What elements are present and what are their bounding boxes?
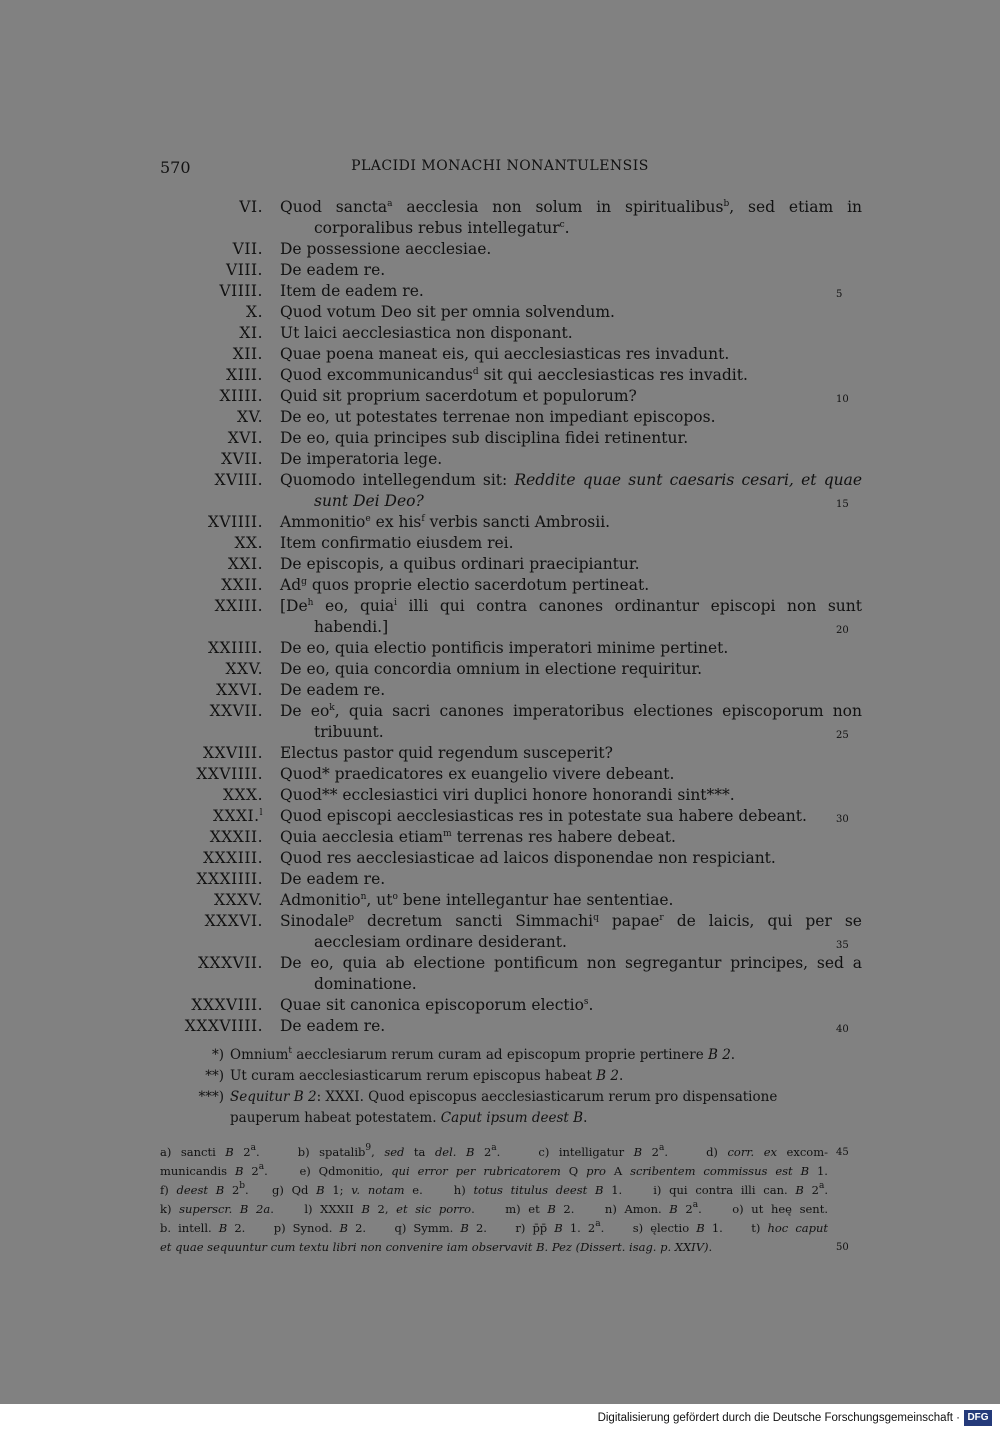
chapter-number: XXI. <box>227 555 263 573</box>
chapter-number: XVI. <box>227 429 263 447</box>
chapter-number: XI. <box>239 324 263 342</box>
apparatus-text: b. intell. B 2. p) Synod. B 2. q) Symm. B 2. r) p̄p̄ B 1. 2$^a$. s) ęlectio B 1. t) hoc caput <box>160 1219 829 1235</box>
chapter-entry <box>0 638 1000 659</box>
chapter-entry <box>0 785 1000 806</box>
chapter-title: De eo, quia ab electione pontificum non segregantur principes, sed a dominatione. <box>280 954 862 993</box>
dfg-logo[interactable]: DFG <box>964 1410 992 1426</box>
line-number: 30 <box>836 814 849 825</box>
apparatus-text: et quae sequuntur cum textu libri non convenire iam observavit B. Pez (Dissert. isag. p. XXIV). <box>160 1240 713 1254</box>
chapter-title: Quid sit proprium sacerdotum et populorum? <box>280 387 637 405</box>
chapter-entry <box>0 680 1000 701</box>
chapter-title: De eadem re. <box>280 261 386 279</box>
chapter-title: De eo, quia principes sub disciplina fidei retinentur. <box>280 429 689 447</box>
chapter-entry <box>0 386 1000 407</box>
chapter-number: XXVIII. <box>202 744 263 762</box>
chapter-entry <box>0 512 1000 533</box>
chapter-title: Quia aecclesia etiam$^m$ terrenas res habere debeat. <box>280 828 676 846</box>
line-number: 10 <box>836 394 849 405</box>
chapter-entry <box>0 743 1000 764</box>
apparatus-line <box>160 1143 849 1162</box>
chapter-title: Quod** ecclesiastici viri duplici honore honorandi sint***. <box>280 786 735 804</box>
apparatus-line <box>160 1238 849 1257</box>
chapter-title: Quod res aecclesiasticae ad laicos disponendae non respiciant. <box>280 849 776 867</box>
chapter-title: Quod sancta$^a$ aecclesia non solum in spiritualibus$^b$, sed etiam in corporalibus rebus intellegatur$^c$. <box>280 198 863 237</box>
chapter-title: De eadem re. <box>280 1017 386 1035</box>
chapter-entry <box>0 260 1000 281</box>
chapter-title: De eo, ut potestates terrenae non impediant episcopos. <box>280 408 716 426</box>
chapter-title: Quae poena maneat eis, qui aecclesiasticas res invadunt. <box>280 345 730 363</box>
chapter-title: De $eo^k$, quia sacri canones imperatoribus electiones episcoporum non tribuunt. <box>280 702 862 741</box>
chapter-number: XVIIII. <box>207 513 263 531</box>
chapter-entry <box>0 302 1000 323</box>
chapter-entry <box>0 848 1000 869</box>
chapter-title: De eadem re. <box>280 870 386 888</box>
chapter-entry <box>0 533 1000 554</box>
chapter-number: VI. <box>239 198 263 216</box>
footer-bar <box>0 1404 1000 1434</box>
chapter-title: Admonitio$^n$, $ut^o$ bene intellegantur hae sententiae. <box>280 891 674 909</box>
chapter-title: [De$^h$ eo, quia$^i$ illi qui contra canones ordinantur episcopi non sunt habendi.] <box>280 597 863 636</box>
chapter-title: Quomodo intellegendum sit: Reddite quae sunt caesaris cesari, et quae sunt Dei Deo? <box>280 471 863 510</box>
chapter-number: XVIII. <box>214 471 263 489</box>
chapter-number: XXXVII. <box>198 954 263 972</box>
chapter-number: XX. <box>234 534 263 552</box>
apparatus-line <box>160 1181 828 1200</box>
chapter-number: XXVI. <box>216 681 263 699</box>
chapter-number: XXV. <box>225 660 263 678</box>
chapter-number: XXX. <box>222 786 263 804</box>
chapter-number: X. <box>246 303 263 321</box>
chapter-entry <box>0 995 1000 1016</box>
chapter-number: VIII. <box>226 261 263 279</box>
chapter-title: Item de eadem re. <box>280 282 424 300</box>
line-number: 35 <box>836 940 849 951</box>
chapter-title: Quod episcopi aecclesiasticas res in potestate sua habere debeant. <box>280 807 807 825</box>
page-number: 570 <box>160 158 191 177</box>
funding-note: Digitalisierung gefördert durch die Deutsche Forschungsgemeinschaft · <box>597 1412 960 1424</box>
note-text: Sequitur B 2: XXXI. Quod episcopus aecclesiasticarum rerum pro dispensatione pauperum habeat potestatem. Caput ipsum deest B. <box>230 1089 778 1126</box>
chapter-number: XXXIIII. <box>196 870 263 888</box>
chapter-entry <box>0 911 1000 953</box>
chapter-title: De eo, quia concordia omnium in electione requiritur. <box>280 660 703 678</box>
chapter-list <box>0 197 1000 1037</box>
chapter-number: XXXI.$^l$ <box>212 807 263 825</box>
chapter-entry <box>0 281 1000 302</box>
chapter-entry <box>0 470 1000 512</box>
chapter-entry <box>0 827 1000 848</box>
chapter-number: XII. <box>232 345 263 363</box>
apparatus-text: f) deest B 2$^b$. g) Qd B 1; v. notam e. h) totus titulus deest B 1. i) qui contra illi can. B 2$^a$. <box>160 1181 828 1197</box>
chapter-entry <box>0 764 1000 785</box>
line-number: 5 <box>836 289 843 300</box>
chapter-title: De eo, quia electio pontificis imperatori minime pertinet. <box>280 639 729 657</box>
chapter-number: XIII. <box>226 366 263 384</box>
chapter-number: XV. <box>237 408 263 426</box>
chapter-entry <box>0 239 1000 260</box>
chapter-title: Electus pastor quid regendum susceperit? <box>280 744 613 762</box>
chapter-title: De imperatoria lege. <box>280 450 443 468</box>
critical-apparatus <box>160 1143 849 1257</box>
chapter-entry <box>0 575 1000 596</box>
apparatus-line <box>160 1200 828 1219</box>
note-text: Omnium$^t$ aecclesiarum rerum curam ad episcopum proprie pertinere B 2. <box>230 1046 736 1063</box>
chapter-number: VII. <box>232 240 263 258</box>
chapter-title: De episcopis, a quibus ordinari praecipiantur. <box>280 555 640 573</box>
chapter-title: Quod* praedicatores ex euangelio vivere debeant. <box>280 765 675 783</box>
chapter-entry <box>0 554 1000 575</box>
line-number: 25 <box>836 730 849 741</box>
apparatus-text: municandis B 2$^a$. e) Qdmonitio, qui error per rubricatorem Q pro A scribentem commissus est B 1. <box>160 1162 828 1178</box>
chapter-entry <box>0 407 1000 428</box>
chapter-number: XXXII. <box>209 828 263 846</box>
note-marker: **) <box>205 1068 224 1084</box>
chapter-number: XXXV. <box>213 891 263 909</box>
chapter-title: Quae sit canonica episcoporum electio$^s$. <box>280 996 594 1014</box>
chapter-number: XIIII. <box>219 387 263 405</box>
line-number: 20 <box>836 625 849 636</box>
chapter-title: De possessione aecclesiae. <box>280 240 492 258</box>
chapter-number: XXII. <box>221 576 263 594</box>
chapter-number: XXIIII. <box>208 639 263 657</box>
running-title: PLACIDI MONACHI NONANTULENSIS <box>351 158 649 174</box>
chapter-title: Quod excommunicandus$^d$ sit qui aecclesiasticas res invadit. <box>280 366 748 384</box>
chapter-entry <box>0 659 1000 680</box>
chapter-entry <box>0 365 1000 386</box>
note-marker: ***) <box>198 1089 224 1105</box>
line-number: 50 <box>836 1242 849 1253</box>
chapter-number: XXXVI. <box>204 912 263 930</box>
chapter-title: Ut laici aecclesiastica non disponant. <box>280 324 573 342</box>
apparatus-text: a) sancti B 2$^a$. b) spatalib$^9$, sed ta del. B 2$^a$. c) intelligatur B 2$^a$. d) corr. ex excom- <box>160 1143 828 1159</box>
chapter-entry <box>0 197 1000 239</box>
chapter-title: Sinodale$^p$ decretum sancti Simmachi$^q$ papae$^r$ de laicis, qui per se aecclesiam ordinare desiderant. <box>280 912 862 951</box>
note-text: Ut curam aecclesiasticarum rerum episcopus habeat B 2. <box>230 1068 624 1084</box>
chapter-number: XXXVIIII. <box>184 1017 263 1035</box>
chapter-entry <box>0 890 1000 911</box>
apparatus-line <box>160 1219 828 1238</box>
chapter-number: XXVII. <box>209 702 263 720</box>
chapter-entry <box>0 953 1000 995</box>
chapter-title: Quod votum Deo sit per omnia solvendum. <box>280 303 615 321</box>
chapter-entry <box>0 869 1000 890</box>
chapter-number: XVII. <box>221 450 263 468</box>
note-marker: *) <box>211 1047 224 1063</box>
asterisk-note <box>0 1045 1000 1066</box>
asterisk-notes <box>0 1045 1000 1129</box>
line-number: 45 <box>836 1147 849 1158</box>
chapter-title: De eadem re. <box>280 681 386 699</box>
line-number: 15 <box>836 499 849 510</box>
chapter-entry <box>0 344 1000 365</box>
chapter-entry <box>0 596 1000 638</box>
chapter-number: XXVIIII. <box>196 765 263 783</box>
chapter-number: XXXIII. <box>203 849 263 867</box>
chapter-entry <box>0 701 1000 743</box>
chapter-number: XXIII. <box>214 597 263 615</box>
apparatus-text: k) superscr. B 2a. l) XXXII B 2, et sic porro. m) et B 2. n) Amon. B 2$^a$. o) ut heę sent. <box>160 1200 828 1216</box>
chapter-entry <box>0 428 1000 449</box>
chapter-entry <box>0 449 1000 470</box>
line-number: 40 <box>836 1024 849 1035</box>
chapter-entry <box>0 323 1000 344</box>
chapter-entry <box>0 1016 1000 1037</box>
chapter-title: Ammonitio$^e$ ex his$^f$ verbis sancti Ambrosii. <box>280 513 611 531</box>
chapter-number: XXXVIII. <box>191 996 263 1014</box>
chapter-title: Item confirmatio eiusdem rei. <box>280 534 514 552</box>
apparatus-line <box>160 1162 828 1181</box>
page-header <box>160 158 840 182</box>
chapter-number: VIIII. <box>219 282 263 300</box>
asterisk-note <box>0 1066 1000 1087</box>
chapter-entry <box>0 806 1000 827</box>
asterisk-note <box>0 1087 1000 1129</box>
chapter-title: Ad$^g$ quos proprie electio sacerdotum pertineat. <box>280 576 650 594</box>
